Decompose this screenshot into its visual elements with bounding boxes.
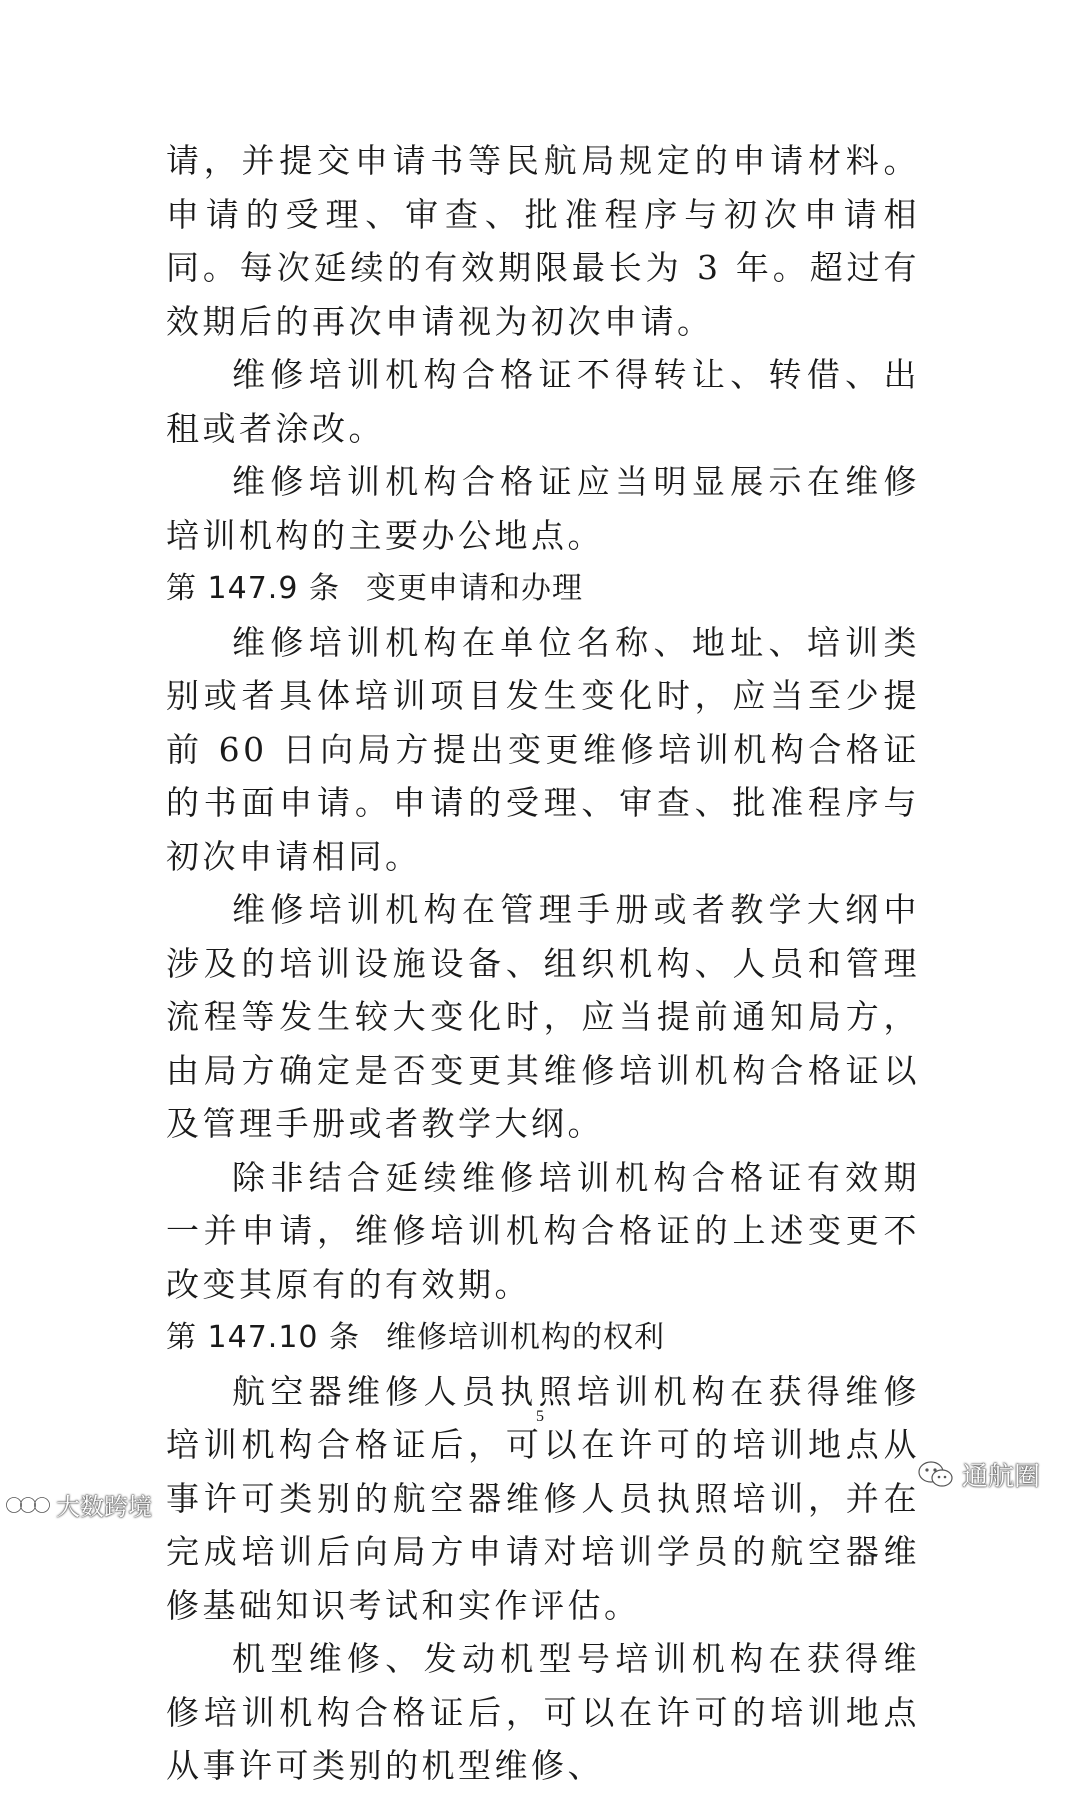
page-number: 5 (536, 1408, 544, 1425)
paragraph: 维修培训机构在管理手册或者教学大纲中涉及的培训设施设备、组织机构、人员和管理流程等发生较大变化时，应当提前通知局方，由局方确定是否变更其维修培训机构合格证以及管理手册或者教学大纲。 (166, 890, 920, 1143)
paragraph: 航空器维修人员执照培训机构在获得维修培训机构合格证后，可以在许可的培训地点从事许可类别的航空器维修人员执照培训，并在完成培训后向局方申请对培训学员的航空器维修基础知识考试和实作评估。 (166, 1371, 920, 1625)
logo-icon (6, 1493, 50, 1517)
watermark-right-text: 通航圈 (962, 1462, 1041, 1492)
paragraph: 请，并提交申请书等民航局规定的申请材料。申请的受理、审查、批准程序与初次申请相同。每次延续的有效期限最长为 3 年。超过有效期后的再次申请视为初次申请。 (166, 141, 920, 341)
paragraph: 机型维修、发动机型号培训机构在获得维修培训机构合格证后，可以在许可的培训地点从事许可类别的机型维修、 (166, 1639, 920, 1785)
paragraph: 维修培训机构在单位名称、地址、培训类别或者具体培训项目发生变化时，应当至少提前 60 日向局方提出变更维修培训机构合格证的书面申请。申请的受理、审查、批准程序与初次申请相同。 (166, 622, 920, 876)
section-heading-147-10 (166, 1311, 920, 1365)
document-body (166, 134, 920, 1793)
paragraph: 除非结合延续维修培训机构合格证有效期一并申请，维修培训机构合格证的上述变更不改变其原有的有效期。 (166, 1157, 920, 1304)
paragraph: 维修培训机构合格证应当明显展示在维修培训机构的主要办公地点。 (166, 462, 920, 555)
paragraph: 维修培训机构合格证不得转让、转借、出租或者涂改。 (166, 355, 920, 448)
section-title: 变更申请和办理 (365, 571, 583, 606)
section-number: 第 147.10 条 (166, 1320, 361, 1355)
section-number: 第 147.9 条 (166, 571, 340, 606)
section-heading-147-9 (166, 562, 920, 616)
watermark-right (916, 1456, 1040, 1493)
watermark-left (6, 1487, 152, 1522)
section-title: 维修培训机构的权利 (386, 1320, 666, 1355)
watermark-left-text: 大数跨境 (56, 1493, 152, 1521)
wechat-icon (916, 1459, 956, 1491)
